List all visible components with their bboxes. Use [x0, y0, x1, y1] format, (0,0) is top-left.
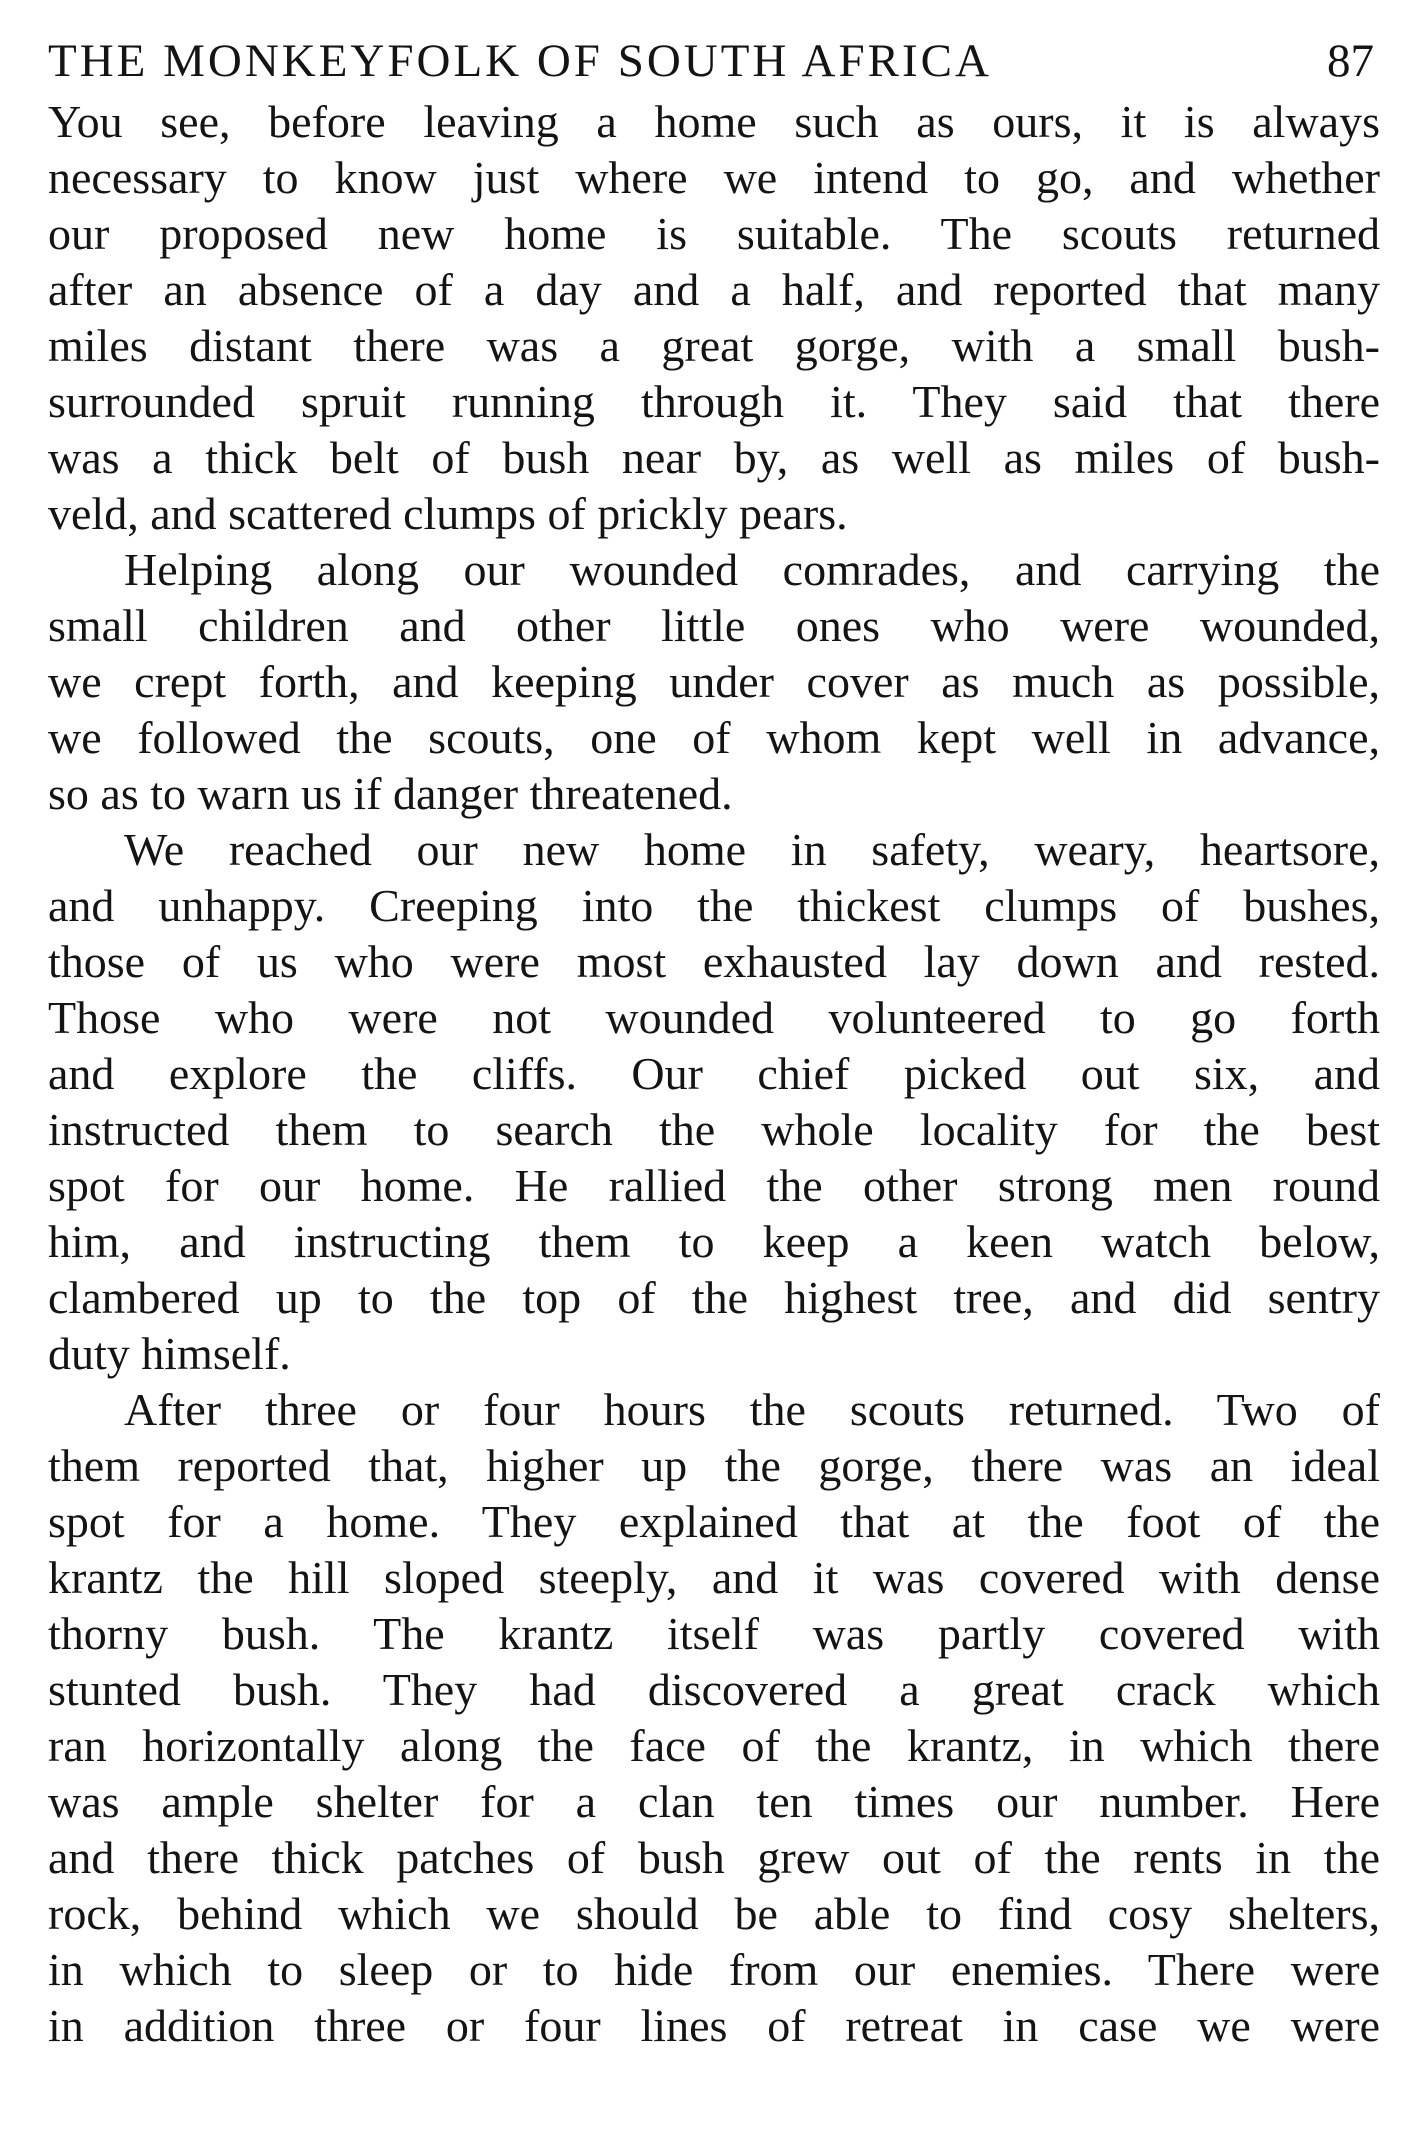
text-line: duty himself.	[48, 1328, 291, 1379]
text-line: krantz the hill sloped steeply, and it was covered with dense	[48, 1552, 1380, 1603]
text-line: in addition three or four lines of retreat in case we were	[48, 2000, 1380, 2051]
paragraph	[48, 542, 1380, 822]
book-page	[48, 28, 1380, 2054]
text-line: miles distant there was a great gorge, with a small bush-	[48, 320, 1380, 371]
text-line: after an absence of a day and a half, and reported that many	[48, 264, 1380, 315]
text-line: those of us who were most exhausted lay down and rested.	[48, 936, 1380, 987]
text-line: our proposed new home is suitable. The scouts returned	[48, 208, 1380, 259]
text-line: Helping along our wounded comrades, and carrying the	[124, 544, 1380, 595]
body-text	[48, 94, 1380, 2054]
paragraph	[48, 822, 1380, 1382]
text-line: stunted bush. They had discovered a great crack which	[48, 1664, 1380, 1715]
text-line: them reported that, higher up the gorge, there was an ideal	[48, 1440, 1380, 1491]
text-line: thorny bush. The krantz itself was partly covered with	[48, 1608, 1380, 1659]
text-line: small children and other little ones who were wounded,	[48, 600, 1380, 651]
text-line: and unhappy. Creeping into the thickest clumps of bushes,	[48, 880, 1380, 931]
text-line: we followed the scouts, one of whom kept well in advance,	[48, 712, 1380, 763]
text-line: We reached our new home in safety, weary, heartsore,	[124, 824, 1380, 875]
paragraph	[48, 94, 1380, 542]
text-line: Those who were not wounded volunteered to go forth	[48, 992, 1380, 1043]
page-number: 87	[1327, 35, 1374, 87]
text-line: surrounded spruit running through it. They said that there	[48, 376, 1380, 427]
running-title: THE MONKEYFOLK OF SOUTH AFRICA	[48, 35, 992, 87]
text-line: and there thick patches of bush grew out of the rents in the	[48, 1832, 1380, 1883]
page-header	[48, 28, 1380, 94]
text-line: and explore the cliffs. Our chief picked out six, and	[48, 1048, 1380, 1099]
text-line: You see, before leaving a home such as ours, it is always	[48, 96, 1380, 147]
text-line: After three or four hours the scouts returned. Two of	[124, 1384, 1380, 1435]
text-line: was ample shelter for a clan ten times our number. Here	[48, 1776, 1380, 1827]
text-line: veld, and scattered clumps of prickly pears.	[48, 488, 848, 539]
text-line: we crept forth, and keeping under cover as much as possible,	[48, 656, 1380, 707]
text-line: ran horizontally along the face of the krantz, in which there	[48, 1720, 1380, 1771]
paragraph	[48, 1382, 1380, 2054]
text-line: clambered up to the top of the highest tree, and did sentry	[48, 1272, 1380, 1323]
text-line: was a thick belt of bush near by, as well as miles of bush-	[48, 432, 1380, 483]
text-line: rock, behind which we should be able to find cosy shelters,	[48, 1888, 1380, 1939]
text-line: so as to warn us if danger threatened.	[48, 768, 733, 819]
text-line: necessary to know just where we intend to go, and whether	[48, 152, 1380, 203]
text-line: spot for a home. They explained that at the foot of the	[48, 1496, 1380, 1547]
text-line: him, and instructing them to keep a keen watch below,	[48, 1216, 1380, 1267]
text-line: spot for our home. He rallied the other strong men round	[48, 1160, 1380, 1211]
text-line: in which to sleep or to hide from our enemies. There were	[48, 1944, 1380, 1995]
text-line: instructed them to search the whole locality for the best	[48, 1104, 1380, 1155]
